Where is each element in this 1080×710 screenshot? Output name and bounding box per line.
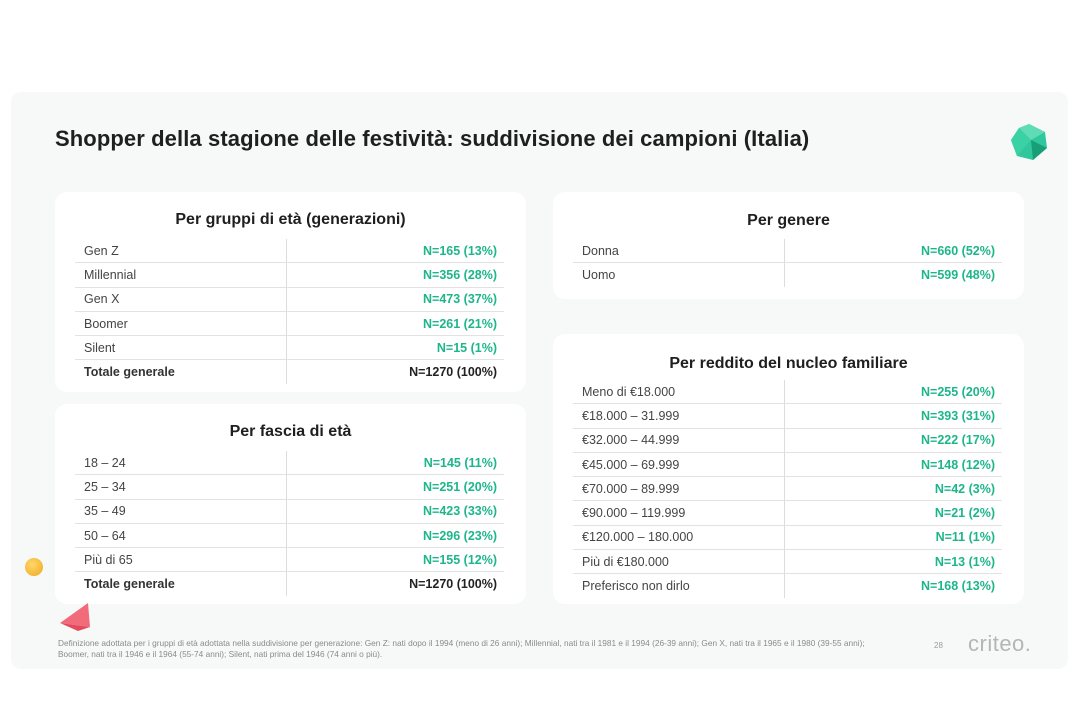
row-label: 25 – 34 bbox=[75, 475, 287, 499]
row-value: N=261 (21%) bbox=[287, 311, 505, 335]
income-table bbox=[573, 380, 1002, 598]
table-row bbox=[75, 523, 504, 547]
row-label: Donna bbox=[573, 239, 785, 263]
row-label: €120.000 – 180.000 bbox=[573, 525, 785, 549]
row-value: N=148 (12%) bbox=[785, 452, 1003, 476]
table-row bbox=[573, 477, 1002, 501]
row-label: Meno di €18.000 bbox=[573, 380, 785, 404]
table-row bbox=[75, 311, 504, 335]
generations-title: Per gruppi di età (generazioni) bbox=[175, 211, 406, 228]
table-row bbox=[75, 548, 504, 572]
table-row bbox=[573, 263, 1002, 287]
row-label: Preferisco non dirlo bbox=[582, 579, 690, 594]
table-row bbox=[573, 501, 1002, 525]
gender-card bbox=[553, 192, 1024, 299]
row-label: €32.000 – 44.999 bbox=[573, 428, 785, 452]
table-row bbox=[75, 287, 504, 311]
table-row bbox=[75, 336, 504, 360]
logo-text: criteo bbox=[968, 631, 1025, 656]
row-label: €90.000 – 119.999 bbox=[573, 501, 785, 525]
row-label: Silent bbox=[75, 336, 287, 360]
row-value: N=15 (1%) bbox=[287, 336, 505, 360]
row-label: Totale generale bbox=[84, 365, 175, 380]
row-value: N=599 (48%) bbox=[785, 263, 1003, 287]
row-label: Gen X bbox=[75, 287, 287, 311]
row-value: N=1270 (100%) bbox=[287, 360, 505, 384]
table-row bbox=[573, 239, 1002, 263]
row-label: Gen Z bbox=[75, 239, 287, 263]
row-label: €70.000 – 89.999 bbox=[573, 477, 785, 501]
age-bands-table bbox=[75, 451, 504, 596]
row-value: N=473 (37%) bbox=[287, 287, 505, 311]
income-title: Per reddito del nucleo familiare bbox=[669, 355, 908, 372]
row-value: N=165 (13%) bbox=[287, 239, 505, 263]
row-value: N=42 (3%) bbox=[785, 477, 1003, 501]
table-row bbox=[75, 451, 504, 475]
row-label: Uomo bbox=[582, 267, 616, 282]
row-value: N=251 (20%) bbox=[287, 475, 505, 499]
table-row bbox=[75, 239, 504, 263]
row-value: N=1270 (100%) bbox=[287, 572, 505, 596]
age-bands-card bbox=[55, 404, 526, 604]
table-row bbox=[75, 499, 504, 523]
row-label: €18.000 – 31.999 bbox=[573, 404, 785, 428]
pink-triangle-decoration bbox=[58, 603, 92, 631]
row-label: Totale generale bbox=[84, 577, 175, 592]
row-value: N=393 (31%) bbox=[785, 404, 1003, 428]
total-row bbox=[75, 572, 504, 596]
age-bands-title: Per fascia di età bbox=[229, 423, 352, 440]
row-label: €45.000 – 69.999 bbox=[573, 452, 785, 476]
table-row bbox=[573, 404, 1002, 428]
gem-icon bbox=[1009, 122, 1049, 162]
gender-title: Per genere bbox=[747, 212, 830, 229]
table-row bbox=[573, 452, 1002, 476]
row-label: Più di 65 bbox=[75, 548, 287, 572]
gender-table bbox=[573, 239, 1002, 287]
income-card bbox=[553, 334, 1024, 604]
row-value: N=155 (12%) bbox=[287, 548, 505, 572]
row-label: Più di €180.000 bbox=[573, 550, 785, 574]
row-value: N=222 (17%) bbox=[785, 428, 1003, 452]
footnote: Definizione adottata per i gruppi di età adottata nella suddivisione per generazione: Gen Z: nati dopo il 1994 (meno di 26 anni); Millennial, nati tra il 1981 e il 1994 (26-39 anni); Gen X, nati tra il 1965 e il 1980 (39-55 anni); Boomer, nati tra il 1946 e il 1964 (55-74 anni); Silent, nati prima del 1946 (74 anni o più). bbox=[58, 638, 865, 659]
row-value: N=168 (13%) bbox=[785, 574, 1003, 598]
generations-card bbox=[55, 192, 526, 392]
criteo-logo: criteo. bbox=[968, 631, 1032, 656]
row-label: Boomer bbox=[75, 311, 287, 335]
row-value: N=145 (11%) bbox=[287, 451, 505, 475]
table-row bbox=[75, 475, 504, 499]
row-label: Millennial bbox=[75, 263, 287, 287]
table-row bbox=[573, 525, 1002, 549]
row-label: 35 – 49 bbox=[75, 499, 287, 523]
table-row bbox=[573, 550, 1002, 574]
page-title: Shopper della stagione delle festività: suddivisione dei campioni (Italia) bbox=[55, 126, 810, 151]
row-value: N=660 (52%) bbox=[785, 239, 1003, 263]
total-row bbox=[75, 360, 504, 384]
yellow-dot-decoration bbox=[25, 558, 43, 576]
row-value: N=296 (23%) bbox=[287, 523, 505, 547]
row-value: N=255 (20%) bbox=[785, 380, 1003, 404]
row-label: 18 – 24 bbox=[75, 451, 287, 475]
row-label: 50 – 64 bbox=[75, 523, 287, 547]
page-number: 28 bbox=[934, 641, 943, 650]
table-row bbox=[75, 263, 504, 287]
table-row bbox=[573, 574, 1002, 598]
table-row bbox=[573, 428, 1002, 452]
table-row bbox=[573, 380, 1002, 404]
row-value: N=21 (2%) bbox=[785, 501, 1003, 525]
row-value: N=356 (28%) bbox=[287, 263, 505, 287]
row-value: N=11 (1%) bbox=[785, 525, 1003, 549]
generations-table bbox=[75, 239, 504, 384]
row-value: N=423 (33%) bbox=[287, 499, 505, 523]
row-value: N=13 (1%) bbox=[785, 550, 1003, 574]
